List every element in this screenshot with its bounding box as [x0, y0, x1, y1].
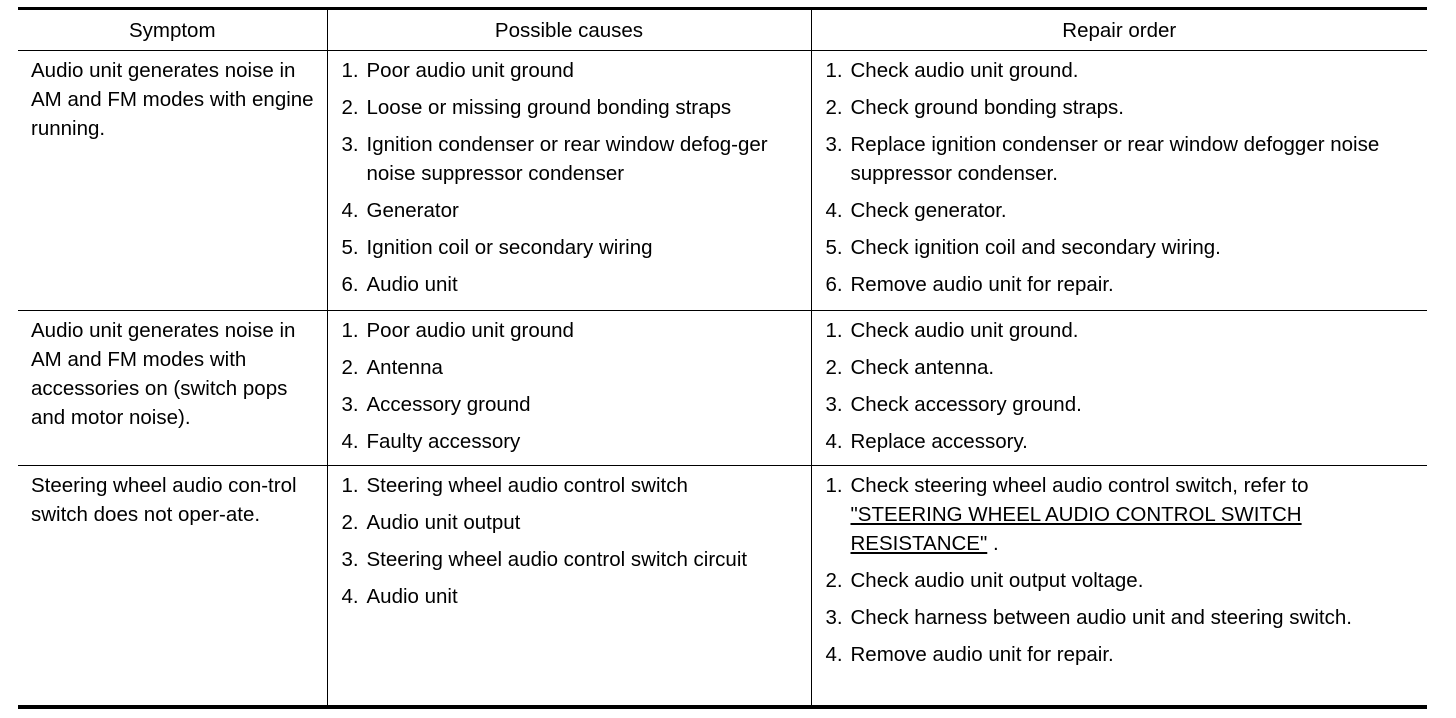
repair-cell — [811, 51, 1427, 311]
list-item — [826, 270, 1422, 299]
item-text: Ignition coil or secondary wiring — [366, 236, 653, 259]
causes-list — [328, 466, 811, 619]
list-item — [826, 603, 1422, 632]
repair-list — [812, 311, 1428, 464]
item-text-suffix: . — [987, 532, 999, 555]
header-possible-causes: Possible causes — [327, 9, 811, 51]
item-number: 1. — [825, 59, 843, 82]
causes-cell — [327, 311, 811, 466]
item-text: Antenna — [366, 356, 443, 379]
symptom-text: Audio unit generates noise in AM and FM modes with accessories on (switch pops and motor noise). — [31, 319, 296, 429]
causes-cell — [327, 51, 811, 311]
list-item — [826, 93, 1422, 122]
symptom-cell — [18, 466, 327, 708]
list-item — [342, 130, 805, 188]
table-row — [18, 466, 1427, 708]
item-text: Poor audio unit ground — [366, 319, 574, 342]
header-repair-order: Repair order — [811, 9, 1427, 51]
symptom-cell — [18, 311, 327, 466]
causes-list — [328, 311, 811, 464]
item-text: Poor audio unit ground — [366, 59, 574, 82]
item-number: 4. — [341, 430, 359, 453]
causes-cell — [327, 466, 811, 708]
header-symptom: Symptom — [18, 9, 327, 51]
list-item — [342, 582, 805, 611]
steering-switch-resistance-link[interactable]: "STEERING WHEEL AUDIO CONTROL SWITCH RESISTANCE" — [850, 503, 1302, 555]
table-row — [18, 311, 1427, 466]
item-text: Audio unit — [366, 273, 458, 296]
item-number: 3. — [825, 606, 843, 629]
item-text: Ignition condenser or rear window defog-ger noise suppressor condenser — [366, 133, 768, 185]
item-text: Audio unit — [366, 585, 458, 608]
item-number: 2. — [341, 96, 359, 119]
list-item — [826, 316, 1422, 345]
item-number: 4. — [825, 199, 843, 222]
item-text-with-link — [851, 471, 1422, 558]
item-number: 2. — [341, 511, 359, 534]
item-text: Replace ignition condenser or rear window defogger noise suppressor condenser. — [850, 133, 1380, 185]
list-item — [342, 233, 805, 262]
item-text: Replace accessory. — [850, 430, 1028, 453]
symptom-cell — [18, 51, 327, 311]
item-number: 4. — [341, 199, 359, 222]
list-item — [826, 390, 1422, 419]
symptom-text: Audio unit generates noise in AM and FM modes with engine running. — [31, 59, 314, 140]
item-number: 5. — [825, 236, 843, 259]
item-number: 2. — [825, 356, 843, 379]
item-text: Check accessory ground. — [850, 393, 1082, 416]
item-text: Check generator. — [850, 199, 1007, 222]
list-item — [342, 427, 805, 456]
item-text: Check ground bonding straps. — [850, 96, 1125, 119]
list-item — [826, 196, 1422, 225]
item-text: Steering wheel audio control switch circuit — [366, 548, 748, 571]
item-number: 1. — [825, 319, 843, 342]
item-number: 1. — [341, 474, 359, 497]
list-item — [342, 508, 805, 537]
list-item — [342, 196, 805, 225]
list-item — [342, 316, 805, 345]
header-row — [18, 9, 1427, 51]
item-number: 3. — [341, 393, 359, 416]
repair-cell — [811, 311, 1427, 466]
list-item — [342, 353, 805, 382]
symptom-text: Steering wheel audio con-trol switch does not oper-ate. — [31, 474, 297, 526]
list-item — [342, 545, 805, 574]
item-text: Audio unit output — [366, 511, 521, 534]
item-text: Steering wheel audio control switch — [366, 474, 688, 497]
list-item — [826, 353, 1422, 382]
repair-cell — [811, 466, 1427, 708]
item-text: Remove audio unit for repair. — [850, 643, 1114, 666]
item-number: 1. — [825, 474, 843, 497]
diagnosis-table — [18, 7, 1427, 709]
item-text: Check ignition coil and secondary wiring. — [850, 236, 1221, 259]
item-number: 1. — [341, 59, 359, 82]
list-item — [826, 56, 1422, 85]
item-number: 2. — [825, 96, 843, 119]
list-item — [826, 566, 1422, 595]
item-number: 1. — [341, 319, 359, 342]
item-number: 6. — [825, 273, 843, 296]
item-text: Check audio unit ground. — [850, 59, 1079, 82]
item-number: 2. — [825, 569, 843, 592]
list-item — [826, 640, 1422, 669]
repair-list — [812, 51, 1428, 307]
item-text: Check antenna. — [850, 356, 995, 379]
table-row — [18, 51, 1427, 311]
item-text: Check steering wheel audio control switch, refer to — [850, 474, 1309, 497]
list-item — [826, 130, 1422, 188]
item-number: 2. — [341, 356, 359, 379]
item-number: 4. — [825, 430, 843, 453]
item-number: 3. — [825, 133, 843, 156]
list-item — [342, 93, 805, 122]
list-item — [826, 233, 1422, 262]
item-number: 3. — [825, 393, 843, 416]
item-number: 3. — [341, 548, 359, 571]
item-number: 5. — [341, 236, 359, 259]
list-item — [342, 270, 805, 299]
list-item — [342, 56, 805, 85]
causes-list — [328, 51, 811, 307]
item-number: 4. — [341, 585, 359, 608]
item-text: Faulty accessory — [366, 430, 521, 453]
item-number: 6. — [341, 273, 359, 296]
item-text: Check audio unit ground. — [850, 319, 1079, 342]
item-number: 3. — [341, 133, 359, 156]
item-text: Accessory ground — [366, 393, 531, 416]
item-text: Check audio unit output voltage. — [850, 569, 1144, 592]
item-text: Generator — [366, 199, 459, 222]
item-number: 4. — [825, 643, 843, 666]
list-item — [342, 390, 805, 419]
list-item — [342, 471, 805, 500]
list-item — [826, 471, 1422, 558]
repair-list — [812, 466, 1428, 677]
item-text: Check harness between audio unit and steering switch. — [850, 606, 1352, 629]
item-text: Loose or missing ground bonding straps — [366, 96, 732, 119]
list-item — [826, 427, 1422, 456]
item-text: Remove audio unit for repair. — [850, 273, 1114, 296]
